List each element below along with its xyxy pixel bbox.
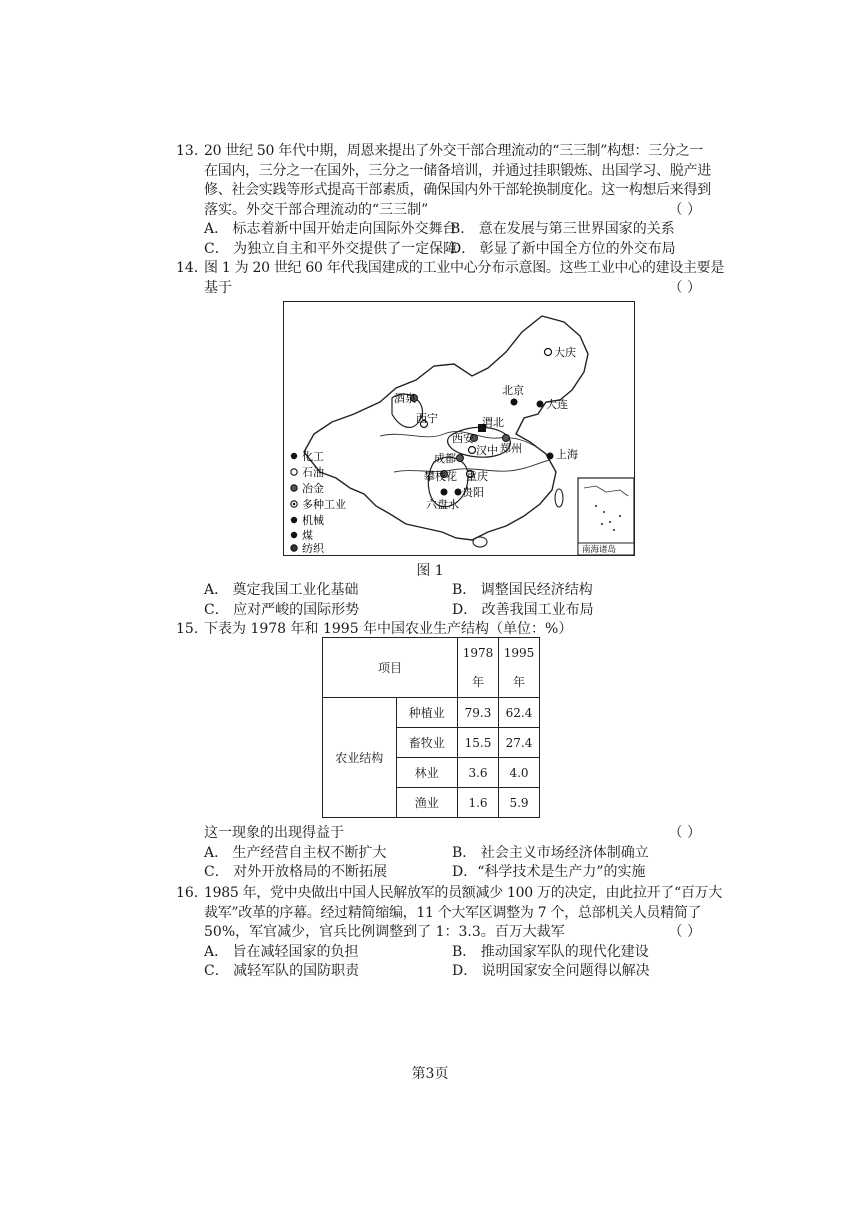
city-label-weibei: 渭北: [482, 416, 504, 429]
options-row: [204, 240, 701, 260]
question-text-line: 1985 年，党中央做出中国人民解放军的员额减少 100 万的决定，由此拉开了“百万大: [204, 885, 722, 901]
question-stem-line: [204, 824, 701, 844]
industry-center-map: [283, 301, 635, 556]
table-row: [323, 698, 540, 728]
question-text-line: 下表为 1978 年和 1995 年中国农业生产结构（单位：%）: [204, 621, 573, 637]
question-number: 15.: [176, 621, 199, 637]
page-number: 第3页: [411, 1066, 449, 1082]
option-a[interactable]: A． 标志着新中国开始走向国际外交舞台: [204, 221, 457, 237]
options-row: [204, 844, 701, 864]
hanzhong-marker: [469, 447, 476, 454]
answer-paren: （ ）: [668, 279, 701, 296]
cell-1978: 15.5: [458, 728, 499, 758]
table-header-item: 项目: [323, 638, 458, 698]
question-text-line: 20 世纪 50 年代中期，周恩来提出了外交干部合理流动的“三三制”构想：三分之一: [204, 143, 703, 159]
cell-1995: 4.0: [499, 758, 540, 788]
question-13: [176, 142, 711, 259]
hainan-island: [473, 537, 487, 547]
city-label-jiuquan: 酒泉: [394, 392, 416, 405]
options-row: [204, 863, 701, 883]
question-stem-line: [204, 279, 701, 299]
cell-1978: 3.6: [458, 758, 499, 788]
question-text-line: 裁军”改革的序幕。经过精简缩编，11 个大军区调整为 7 个，总部机关人员精简了: [204, 904, 702, 921]
city-label-zhengzhou: 郑州: [500, 442, 522, 455]
question-text-line: 在国内，三分之一在国外，三分之一储备培训，并通过挂职锻炼、出国学习、脱产进: [204, 162, 711, 179]
option-b[interactable]: B． 意在发展与第三世界国家的关系: [450, 221, 675, 237]
answer-paren: （ ）: [668, 825, 701, 841]
beijing-marker: [511, 399, 518, 406]
south-sea-inset: [578, 478, 634, 555]
legend-item: 石油: [302, 466, 324, 479]
option-c[interactable]: C． 应对严峻的国际形势: [204, 601, 360, 618]
cell-1995: 62.4: [499, 698, 540, 728]
question-text-line: 这一现象的出现得益于: [204, 825, 344, 841]
question-text-line: 修、社会实践等形式提高干部素质，确保国内外干部轮换制度化。这一构想后来得到: [204, 182, 711, 198]
row-name: 种植业: [396, 698, 457, 728]
city-label-beijing: 北京: [502, 384, 524, 397]
year-value: 1978: [462, 645, 494, 660]
city-label-xian: 西安: [452, 432, 474, 445]
year-suffix: 年: [512, 674, 525, 689]
row-name: 林业: [396, 758, 457, 788]
legend-item: 机械: [302, 514, 324, 527]
city-label-liupanshui: 六盘水: [426, 498, 459, 511]
legend-item: 多种工业: [302, 498, 346, 511]
cell-1995: 27.4: [499, 728, 540, 758]
figure-caption: 图 1: [416, 563, 444, 579]
option-c[interactable]: C． 对外开放格局的不断拓展: [204, 864, 388, 880]
city-label-daqing: 大庆: [554, 346, 576, 359]
question-stem-line: [204, 201, 701, 221]
option-b[interactable]: B． 社会主义市场经济体制确立: [452, 844, 649, 861]
city-label-hanzhong: 汉中: [476, 444, 498, 457]
option-d[interactable]: D． 说明国家安全问题得以解决: [452, 963, 650, 979]
option-b[interactable]: B． 调整国民经济结构: [452, 582, 593, 598]
option-d[interactable]: D．“科学技术是生产力”的实施: [452, 864, 646, 880]
options-row: [204, 943, 701, 963]
cell-1978: 79.3: [458, 698, 499, 728]
agriculture-structure-table: [322, 637, 540, 818]
question-stem-line: [204, 923, 701, 943]
option-a[interactable]: A． 生产经营自主权不断扩大: [204, 844, 387, 861]
answer-paren: （ ）: [668, 201, 701, 218]
table-header-year-1995: [499, 638, 540, 698]
option-b[interactable]: B． 推动国家军队的现代化建设: [452, 943, 649, 960]
guiyang-marker: [455, 489, 462, 496]
city-label-chongqing: 重庆: [466, 470, 488, 483]
question-text-line: 图 1 为 20 世纪 60 年代我国建成的工业中心分布示意图。这些工业中心的建设主要是: [204, 260, 725, 276]
shanghai-marker: [547, 453, 554, 460]
year-value: 1995: [503, 645, 535, 660]
taiwan-island: [555, 489, 563, 507]
map-graphic: [284, 302, 634, 555]
answer-paren: （ ）: [668, 924, 701, 940]
question-text-line: 50%，军官减少，官兵比例调整到了 1：3.3。百万大裁军: [204, 924, 565, 940]
option-a[interactable]: A． 奠定我国工业化基础: [204, 582, 359, 598]
row-group-label: 农业结构: [323, 698, 397, 818]
map-legend: [291, 449, 346, 555]
cell-1995: 5.9: [499, 788, 540, 818]
question-14: [176, 259, 725, 298]
city-label-xining: 西宁: [416, 412, 438, 425]
legend-item: 煤: [302, 529, 313, 542]
question-16: [176, 884, 722, 982]
question-number: 14.: [176, 260, 199, 276]
option-c[interactable]: C． 减轻军队的国防职责: [204, 963, 360, 979]
legend-item: 冶金: [302, 482, 324, 495]
dalian-marker: [537, 401, 544, 408]
row-name: 渔业: [396, 788, 457, 818]
legend-item: 化工: [302, 450, 324, 463]
city-label-dalian: 大连: [546, 398, 568, 411]
city-label-chengdu: 成都: [434, 452, 456, 465]
zhengzhou-marker: [503, 435, 510, 442]
row-name: 畜牧业: [396, 728, 457, 758]
question-text-line: 落实。外交干部合理流动的“三三制”: [204, 201, 429, 218]
liupanshui-marker: [441, 489, 448, 496]
question-14-options: [204, 581, 654, 620]
question-number: 16.: [176, 885, 199, 901]
question-text-line: 基于: [204, 279, 232, 296]
question-15-stem: [176, 824, 701, 883]
option-d[interactable]: D． 彰显了新中国全方位的外交布局: [450, 240, 676, 257]
option-a[interactable]: A． 旨在减轻国家的负担: [204, 943, 359, 960]
option-c[interactable]: C． 为独立自主和平外交提供了一定保障: [204, 240, 458, 257]
city-label-panzhihua: 攀枝花: [424, 470, 457, 483]
options-row: [204, 962, 701, 982]
legend-item: 纺织: [302, 542, 324, 555]
city-label-guiyang: 贵阳: [462, 486, 484, 499]
option-d[interactable]: D． 改善我国工业布局: [452, 601, 594, 618]
cell-1978: 1.6: [458, 788, 499, 818]
chengdu-marker: [457, 455, 464, 462]
options-row: [204, 220, 701, 240]
inset-label: 南海诸岛: [582, 545, 617, 555]
question-number: 13.: [176, 143, 199, 159]
daqing-marker: [545, 349, 552, 356]
year-suffix: 年: [471, 674, 484, 689]
city-label-shanghai: 上海: [556, 448, 578, 461]
table-header-year-1978: [458, 638, 499, 698]
